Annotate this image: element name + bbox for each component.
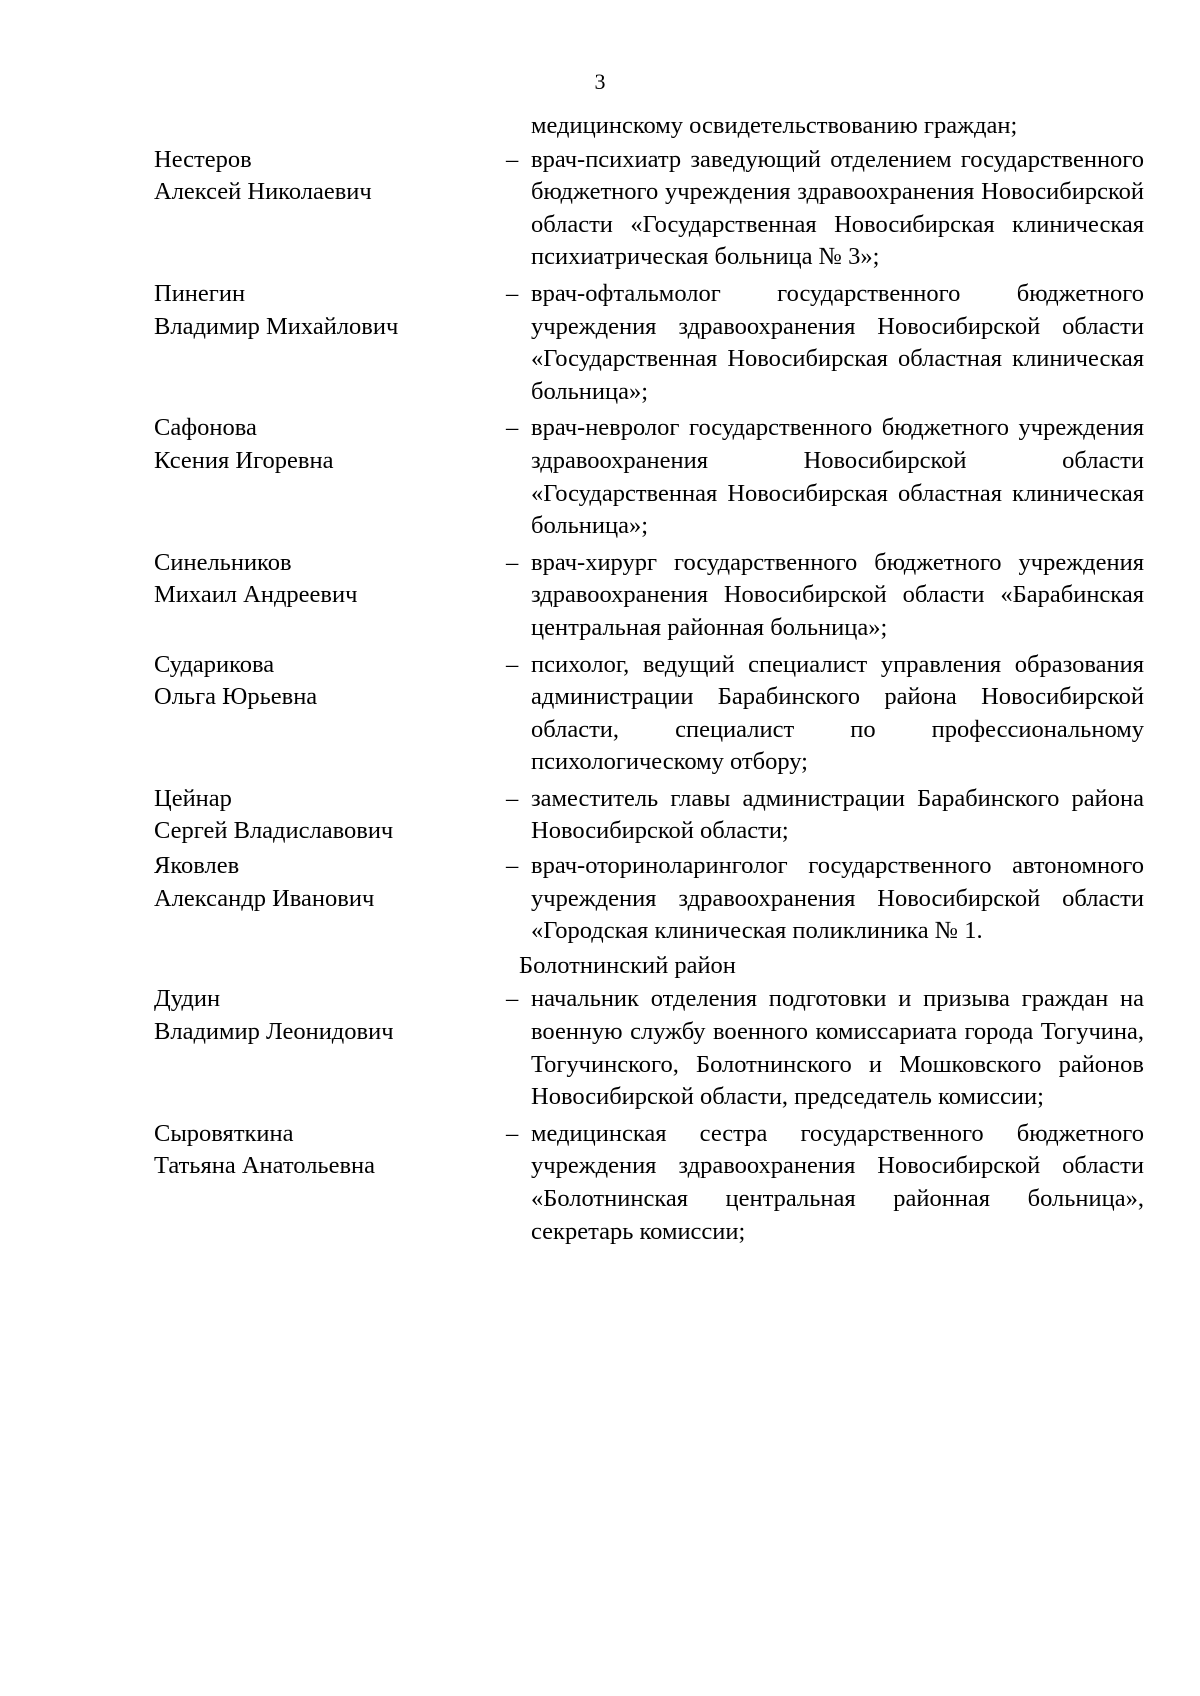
member-surname: Нестеров — [154, 145, 252, 173]
member-entry-nesterov — [154, 144, 1144, 274]
member-position: медицинская сестра государственного бюджетного учреждения здравоохранения Новосибирской области «Болотнинская центральная районная больница», секретарь комиссии; — [531, 1119, 1144, 1245]
member-entry-sinelnikov — [154, 547, 1144, 645]
dash-separator: – — [506, 985, 519, 1013]
member-entry-tseinar — [154, 783, 1144, 848]
member-name — [154, 412, 506, 542]
member-position: начальник отделения подготовки и призыва граждан на военную службу военного комиссариата города Тогучина, Тогучинского, Болотнинского и Мошковского районов Новосибирской области, председатель комиссии; — [531, 985, 1144, 1111]
dash-separator: – — [506, 650, 519, 678]
member-entry-sudarikova — [154, 649, 1144, 779]
member-given-names: Татьяна Анатольевна — [154, 1152, 376, 1180]
member-entry-syrovyatkina — [154, 1118, 1144, 1248]
member-surname: Яковлев — [154, 852, 240, 880]
member-surname: Сафонова — [154, 414, 257, 442]
member-given-names: Владимир Леонидович — [154, 1018, 394, 1046]
member-given-names: Алексей Николаевич — [154, 178, 372, 206]
page-number: 3 — [594, 69, 606, 94]
member-name — [154, 783, 506, 848]
member-given-names: Сергей Владиславович — [154, 817, 394, 845]
member-name — [154, 983, 506, 1113]
member-given-names: Ксения Игоревна — [154, 446, 334, 474]
member-position: врач-психиатр заведующий отделением государственного бюджетного учреждения здравоохранения Новосибирской области «Государственная Новосибирская клиническая психиатрическая больница № 3»; — [531, 145, 1144, 271]
member-position: заместитель главы администрации Барабинского района Новосибирской области; — [531, 784, 1144, 845]
dash-separator: – — [506, 548, 519, 576]
member-position: врач-хирург государственного бюджетного учреждения здравоохранения Новосибирской области «Барабинская центральная районная больница»; — [531, 548, 1144, 641]
dash-separator: – — [506, 784, 519, 812]
member-name — [154, 144, 506, 274]
member-surname: Сударикова — [154, 650, 275, 678]
member-entry-pinegin — [154, 278, 1144, 408]
member-entry-safonova — [154, 412, 1144, 542]
section-title: Болотнинский район — [519, 951, 736, 979]
member-position: врач-оториноларинголог государственного автономного учреждения здравоохранения Новосибирской области «Городская клиническая поликлиника № 1. — [531, 852, 1144, 945]
member-name — [154, 649, 506, 779]
member-position: психолог, ведущий специалист управления образования администрации Барабинского района Новосибирской области, специалист по профессиональному психологическому отбору; — [531, 650, 1144, 776]
member-name — [154, 1118, 506, 1248]
member-position: врач-невролог государственного бюджетного учреждения здравоохранения Новосибирской области «Государственная Новосибирская областная клиническая больница»; — [531, 414, 1144, 540]
member-entry-yakovlev — [154, 850, 1144, 948]
member-given-names: Михаил Андреевич — [154, 581, 358, 609]
member-surname: Дудин — [154, 985, 221, 1013]
member-position: врач-офтальмолог государственного бюджетного учреждения здравоохранения Новосибирской области «Государственная Новосибирская областная клиническая больница»; — [531, 279, 1144, 405]
dash-separator: – — [506, 414, 519, 442]
member-given-names: Владимир Михайлович — [154, 312, 399, 340]
dash-separator: – — [506, 279, 519, 307]
dash-separator: – — [506, 1119, 519, 1147]
member-given-names: Ольга Юрьевна — [154, 683, 318, 711]
member-surname: Сыровяткина — [154, 1119, 294, 1147]
member-entry-dudin — [154, 983, 1144, 1113]
document-body — [154, 110, 1144, 1252]
continuation-text: медицинскому освидетельствованию граждан; — [531, 112, 1018, 139]
dash-separator: – — [506, 145, 519, 173]
dash-separator: – — [506, 852, 519, 880]
member-surname: Цейнар — [154, 784, 232, 812]
member-surname: Пинегин — [154, 279, 246, 307]
member-name — [154, 278, 506, 408]
member-name — [154, 850, 506, 948]
member-name — [154, 547, 506, 645]
member-surname: Синельников — [154, 548, 292, 576]
member-given-names: Александр Иванович — [154, 884, 375, 912]
